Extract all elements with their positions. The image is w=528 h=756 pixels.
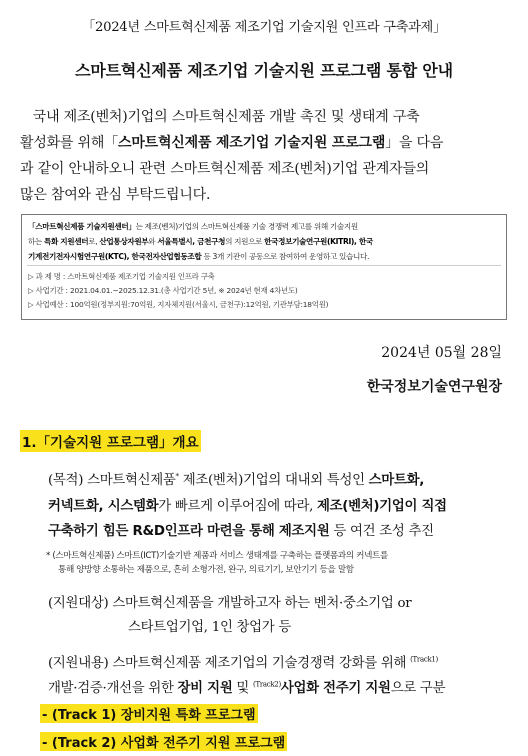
box-bold: 한국정보기술연구원(KITRI), 한국: [264, 237, 373, 246]
purpose-line-2: [48, 495, 447, 514]
box-bold: 산업통상자원부: [99, 237, 149, 246]
project-name-item: ▷ 과 제 명 : 스마트혁신제품 제조기업 기술지원 인프라 구축: [28, 272, 215, 281]
box-text: 의 지원으로: [225, 237, 265, 246]
intro-text: 」을 다음: [385, 135, 444, 151]
box-bold: 특화 지원센터: [44, 237, 89, 246]
content-text: 으로 구분: [390, 681, 446, 696]
box-line-2: [28, 236, 373, 247]
program-name: 스마트혁신제품 제조기업 기술지원 프로그램: [118, 135, 386, 151]
content-bold: 장비 지원: [177, 681, 233, 696]
track-1-program: - (Track 1) 장비지원 특화 프로그램: [40, 704, 258, 723]
content-line-2: [48, 677, 445, 696]
content-line-1: [48, 652, 438, 671]
box-line-1: [28, 221, 358, 232]
target-line-1: (지원대상) 스마트혁신제품을 개발하고자 하는 벤처·중소기업 or: [48, 596, 412, 611]
footnote-mark: *: [175, 472, 179, 481]
track-mark: (Track2): [253, 680, 281, 689]
document-subtitle: 「2024년 스마트혁신제품 제조기업 기술지원 인프라 구축과제」: [82, 20, 446, 35]
purpose-bold: 제조(벤처)기업이 직접: [317, 499, 447, 514]
section-1-heading: 1.「기술지원 프로그램」개요: [20, 430, 201, 452]
center-name: 「스마트혁신제품 기술지원센터」: [28, 222, 136, 231]
purpose-text: 가 빠르게 이루어짐에 따라,: [158, 499, 318, 514]
organization-name: 한국정보기술연구원장: [366, 379, 502, 395]
content-text: 개발·검증·개선을 위한: [48, 681, 178, 696]
purpose-line-3: [48, 520, 434, 539]
box-bold: 기계전기전자시험연구원(KTC), 한국전자산업협동조합: [28, 252, 202, 261]
content-text: 및: [232, 681, 254, 696]
footnote-line-1: * (스마트혁신제품) 스마트(ICT)기술기반 제품과 서비스 생태계를 구축하는 플랫폼과의 커넥트를: [46, 551, 388, 561]
purpose-bold: 스마트화,: [368, 473, 424, 488]
intro-line-4: 많은 참여와 관심 부탁드립니다.: [20, 187, 211, 203]
track-mark: (Track1): [410, 655, 438, 664]
purpose-line-1: [48, 469, 424, 488]
target-line-2: 스타트업기업, 1인 창업가 등: [128, 620, 292, 635]
purpose-text: (목적) 스마트혁신제품: [48, 473, 176, 488]
box-divider: [27, 265, 501, 266]
footnote-line-2: 통해 양방향 소통하는 제품으로, 흔히 소형가전, 완구, 의료기기, 보안기기 등을 말함: [58, 565, 354, 575]
document-date: 2024년 05월 28일: [381, 345, 502, 361]
box-text: 등 3개 기관이 공동으로 참여하여 운영하고 있습니다.: [201, 252, 370, 261]
intro-text: 활성화를 위해「: [20, 135, 118, 151]
intro-line-2: [20, 132, 443, 152]
box-line-3: [28, 251, 369, 262]
box-text: 와: [148, 237, 158, 246]
content-bold: 사업화 전주기 지원: [280, 681, 391, 696]
intro-line-1: [20, 106, 419, 126]
box-text: 로,: [88, 237, 100, 246]
box-bold: 서울특별시, 금천구청: [157, 237, 226, 246]
content-text: (지원내용) 스마트혁신제품 제조기업의 기술경쟁력 강화를 위해: [48, 656, 407, 671]
box-text: 하는: [28, 237, 45, 246]
intro-line-3: 과 같이 안내하오니 관련 스마트혁신제품 제조(벤처)기업 관계자들의: [20, 161, 430, 177]
center-info-box: [21, 214, 507, 320]
track-2-program: - (Track 2) 사업화 전주기 지원 프로그램: [40, 732, 287, 751]
project-period-item: ▷ 사업기간 : 2021.04.01.~2025.12.31.(총 사업기간 5년, ※ 2024년 현재 4차년도): [28, 286, 298, 295]
box-text: 는 제조(벤처)기업의 스마트혁신제품 기술 경쟁력 제고를 위해 기술지원: [135, 222, 358, 231]
intro-text: 국내 제조(벤처)기업의 스마트혁신제품 개발 촉진 및 생태계 구축: [32, 109, 420, 125]
purpose-bold: 구축하기 힘든 R&D인프라 마련을 통해 제조지원: [48, 524, 330, 539]
purpose-text: 등 여건 조성 추진: [329, 524, 434, 539]
purpose-bold: 커넥트화, 시스템화: [48, 499, 159, 514]
purpose-text: 제조(벤처)기업의 대내외 특성인: [178, 473, 369, 488]
project-budget-item: ▷ 사업예산 : 100억원(정부지원:70억원, 지자체지원(서울시, 금천구):12억원, 기관부담:18억원): [28, 300, 329, 309]
document-title: 스마트혁신제품 제조기업 기술지원 프로그램 통합 안내: [75, 61, 453, 80]
